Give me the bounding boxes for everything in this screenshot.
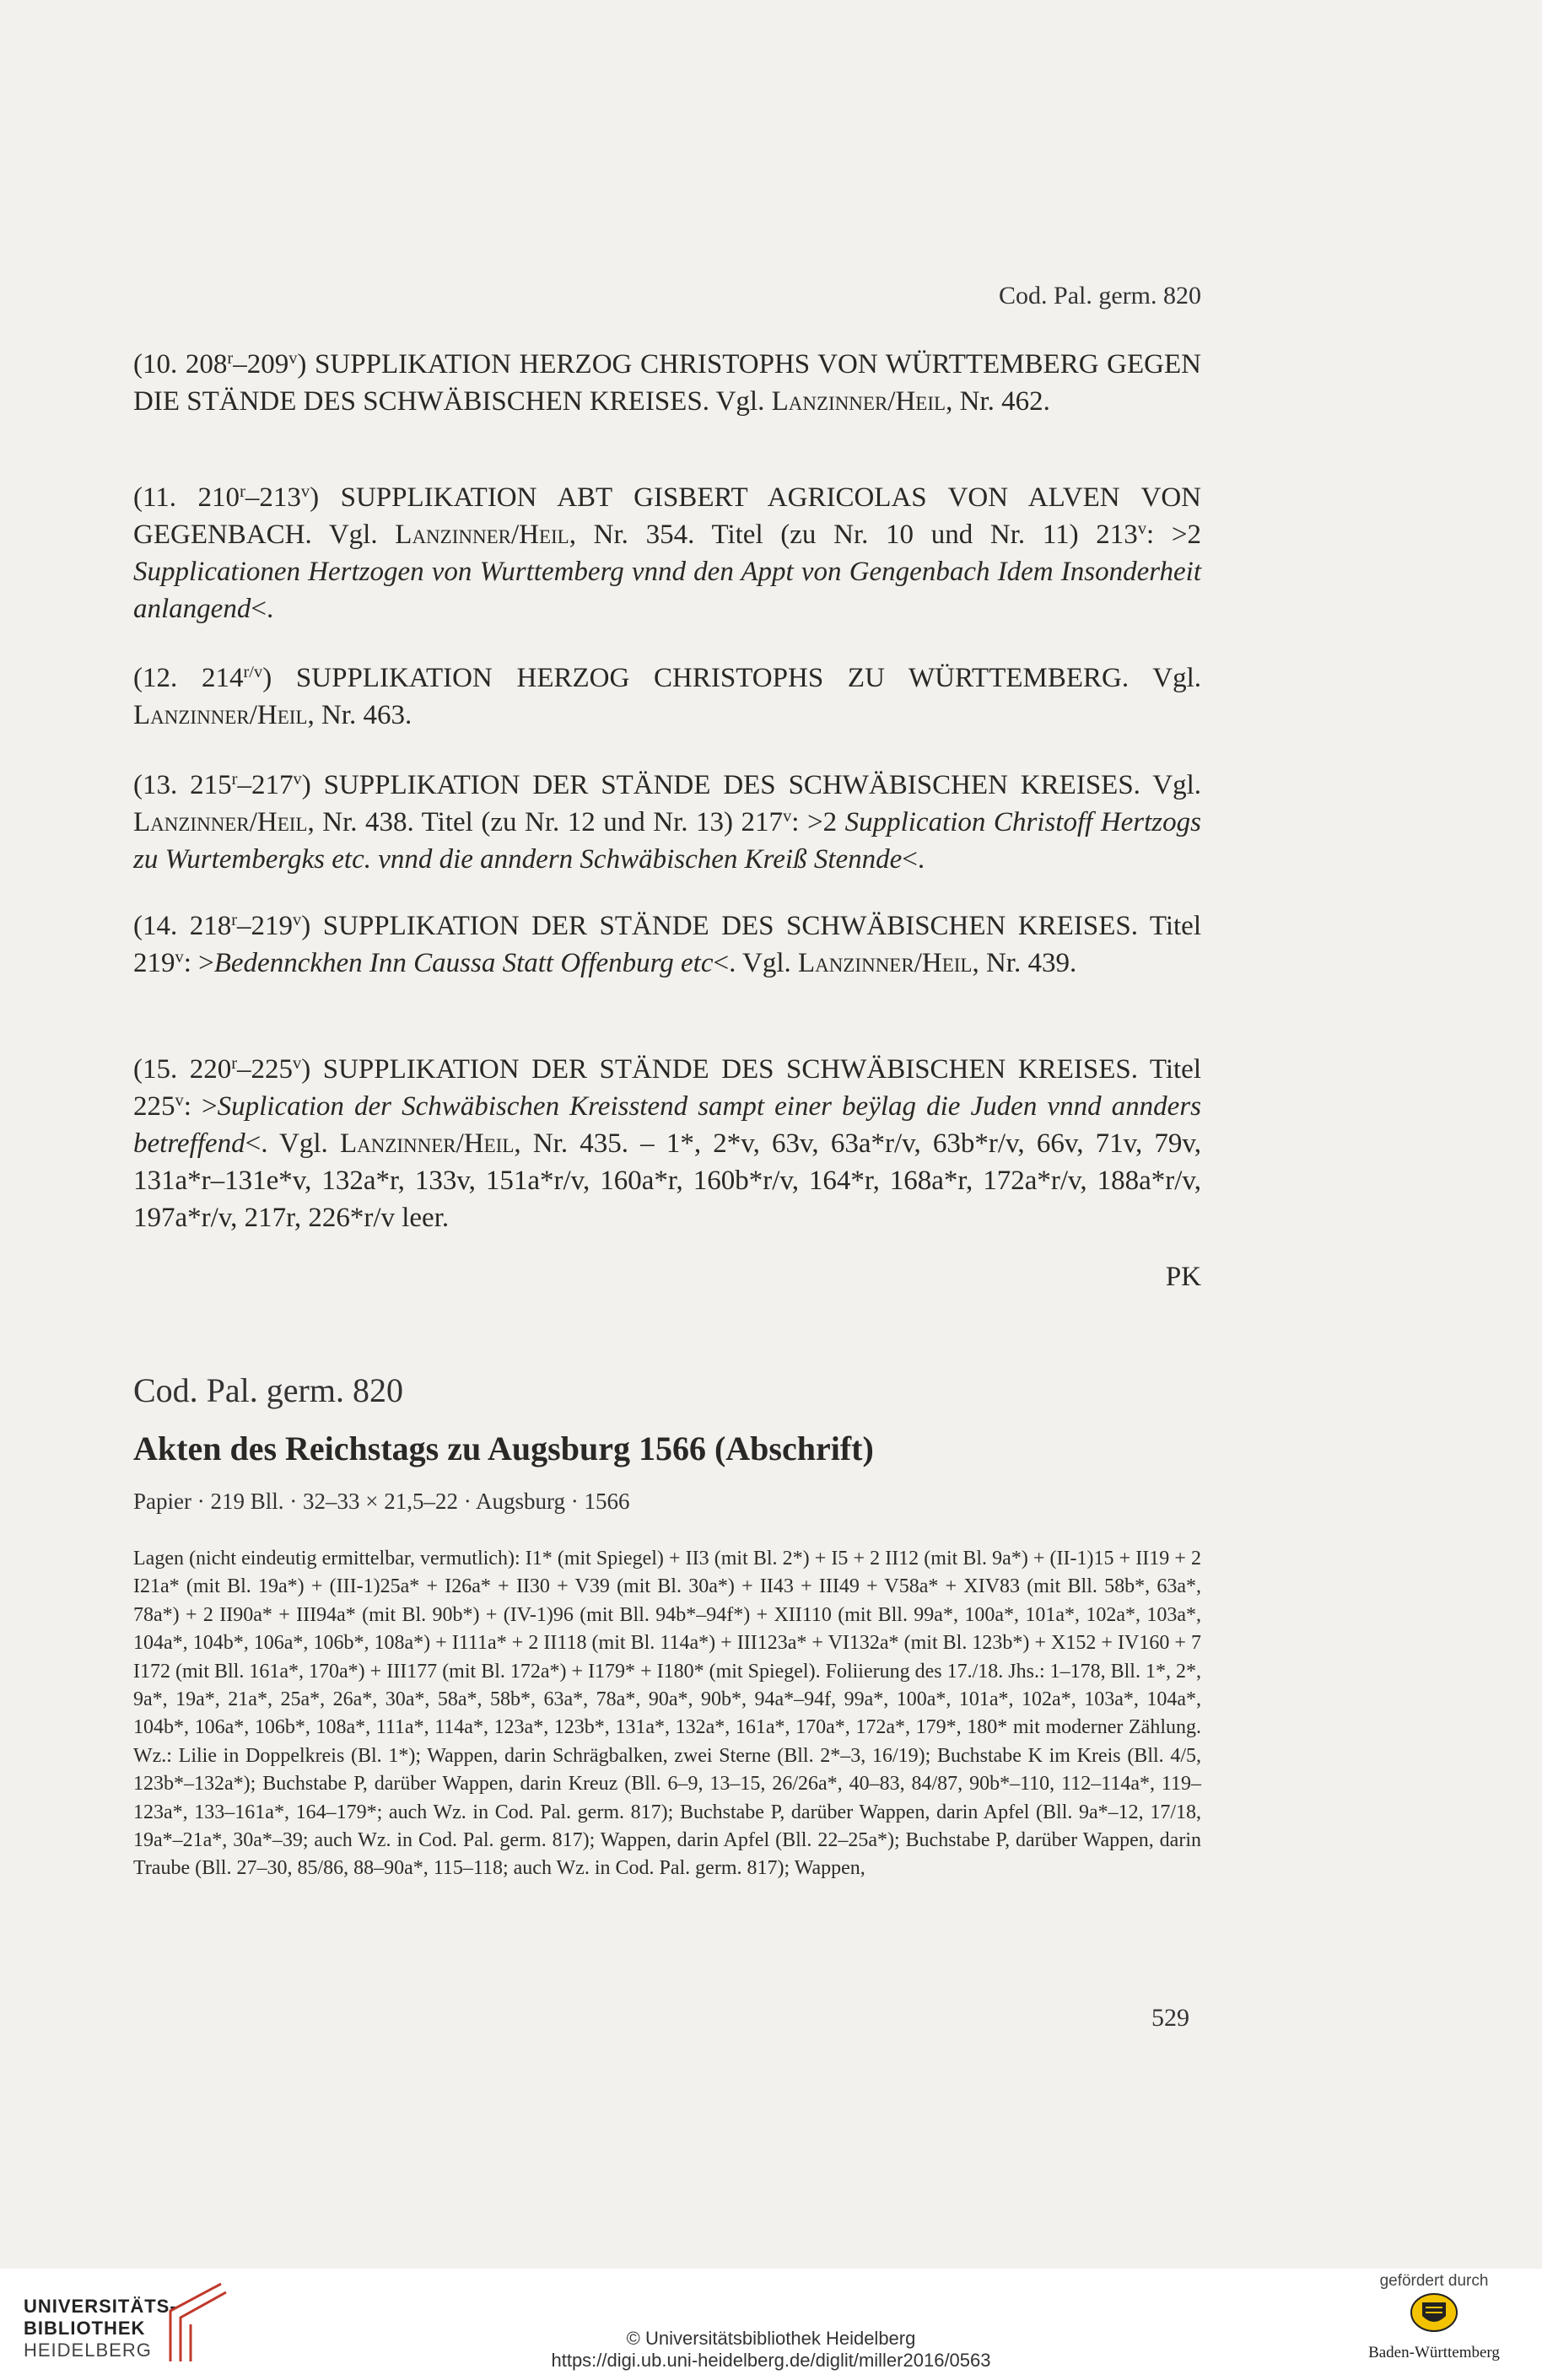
reference: Lanzinner/Heil bbox=[133, 700, 308, 730]
physical-description: Papier · 219 Bll. · 32–33 × 21,5–22 · Augsburg · 1566 bbox=[133, 1489, 630, 1514]
entry-11: (11. 210$^r$–213$^v$) SUPPLIKATION ABT GISBERT AGRICOLAS VON ALVEN VON GEGENBACH. Vgl. Lanzinner/Heil, Nr. 354. Titel (zu Nr. 10 und Nr. 11) $213^v$: >2 Supplicationen Hertzogen von Wurttemberg vnnd den Appt von Gengenbach Idem Insonderheit anlangend<. bbox=[133, 482, 1201, 624]
entry-12: (12. $214^{r/v}$) SUPPLIKATION HERZOG CHRISTOPHS ZU WÜRTTEMBERG. Vgl. Lanzinner/Heil, Nr. 463. bbox=[133, 662, 1201, 730]
library-name-line-2: BIBLIOTHEK bbox=[24, 2318, 146, 2339]
reference: Lanzinner/Heil bbox=[771, 386, 946, 417]
manuscript-title: Akten des Reichstags zu Augsburg 1566 (Abschrift) bbox=[133, 1430, 874, 1467]
copyright-text: © Universitätsbibliothek Heidelberg bbox=[626, 2328, 916, 2349]
sponsor-name: Baden-Württemberg bbox=[1368, 2344, 1500, 2361]
quoted-title: Supplicationen Hertzogen von Wurttemberg vnnd den Appt von Gengenbach Idem Insonderheit anlangend bbox=[133, 557, 1201, 624]
sponsor-label: gefördert durch bbox=[1379, 2272, 1489, 2290]
running-head: Cod. Pal. germ. 820 bbox=[999, 282, 1201, 310]
library-name-line-3: HEIDELBERG bbox=[24, 2340, 152, 2361]
sponsor-block[interactable] bbox=[1341, 2272, 1527, 2362]
copyright-notice bbox=[422, 2328, 1120, 2372]
permalink[interactable]: https://digi.ub.uni-heidelberg.de/diglit/miller2016/0563 bbox=[551, 2350, 991, 2371]
quoted-title: Supplication Christoff Hertzogs zu Wurtembergks etc. vnnd die anndern Schwäbischen Kreiß Stennde bbox=[133, 807, 1201, 875]
library-name-line-1: UNIVERSITÄTS- bbox=[24, 2296, 177, 2317]
page-number: 529 bbox=[1151, 2004, 1189, 2032]
quoted-title: Suplication der Schwäbischen Kreisstend sampt einer beÿlag die Juden vnnd annders betreffend bbox=[133, 1091, 1202, 1159]
shelfmark-heading: Cod. Pal. germ. 820 bbox=[133, 1371, 403, 1409]
entry-15: (15. 220$^r$–225$^v$) SUPPLIKATION DER STÄNDE DES SCHWÄBISCHEN KREISES. Titel $225^v$: >Suplication der Schwäbischen Kreisstend sampt einer beÿlag die Juden vnnd annders betreffend<. Vgl. Lanzinner/Heil, Nr. 435. – 1*, 2*v, 63v, 63a*r/v, 63b*r/v, 66v, 71v, 79v, 131a*r–131e*v, 132a*r, 133v, 151a*r/v, 160a*r, 160b*r/v, 164*r, 168a*r, 172a*r/v, 188a*r/v, 197a*r/v, 217r, 226*r/v leer. bbox=[133, 1053, 1202, 1233]
library-mark-icon bbox=[154, 2277, 246, 2370]
entry-14: (14. 218$^r$–219$^v$) SUPPLIKATION DER STÄNDE DES SCHWÄBISCHEN KREISES. Titel $219^v$: >Bedennckhen Inn Caussa Statt Offenburg etc<. Vgl. Lanzinner/Heil, Nr. 439. bbox=[133, 910, 1201, 978]
reference: Lanzinner/Heil bbox=[339, 1128, 515, 1159]
reference: Lanzinner/Heil bbox=[133, 807, 308, 837]
codicological-description: Lagen (nicht eindeutig ermittelbar, vermutlich): I1* (mit Spiegel) + II3 (mit Bl. 2*) + I5 + 2 II12 (mit Bl. 9a*) + (II-1)15 + II19 + 2 I21a* (mit Bl. 19a*) + (III-1)25a* + I26a* + II30 + V39 (mit Bl. 30a*) + II43 + III49 + V58a* + XIV83 (mit Bll. 58b*, 63a*, 78a*) + 2 II90a* + III94a* (mit Bl. 90b*) + (IV-1)96 (mit Bll. 94b*–94f*) + XII110 (mit Bll. 99a*, 100a*, 101a*, 102a*, 103a*, 104a*, 104b*, 106a*, 106b*, 108a*) + I111a* + 2 II118 (mit Bl. 114a*) + III123a* + VI132a* (mit Bl. 123b*) + X152 + IV160 + 7 I172 (mit Bll. 161a*, 170a*) + III177 (mit Bl. 172a*) + I179* + I180* (mit Spiegel). Foliierung des 17./18. Jhs.: 1–178, Bll. 1*, 2*, 9a*, 19a*, 21a*, 25a*, 26a*, 30a*, 58a*, 58b*, 63a*, 78a*, 90a*, 90b*, 94a*–94f, 99a*, 100a*, 101a*, 102a*, 103a*, 104a*, 104b*, 106a*, 106b*, 108a*, 111a*, 114a*, 123a*, 123b*, 131a*, 132a*, 161a*, 170a*, 172a*, 179*, 180* mit moderner Zählung. Wz.: Lilie in Doppelkreis (Bl. 1*); Wappen, darin Schrägbalken, zwei Sterne (Bll. 2*–3, 16/19); Buchstabe K im Kreis (Bll. 4/5, 123b*–132a*); Buchstabe P, darüber Wappen, darin Kreuz (Bll. 6–9, 13–15, 26/26a*, 40–83, 84/87, 90b*–110, 112–114a*, 119–123a*, 133–161a*, 164–179*; auch Wz. in Cod. Pal. germ. 817); Buchstabe P, darüber Wappen, darin Apfel (Bll. 9a*–12, 17/18, 19a*–21a*, 30a*–39; auch Wz. in Cod. Pal. germ. 817); Wappen, darin Apfel (Bll. 22–25a*); Buchstabe P, darüber Wappen, darin Traube (Bll. 27–30, 85/86, 88–90a*, 115–118; auch Wz. in Cod. Pal. germ. 817); Wappen, bbox=[133, 1548, 1201, 1880]
author-initials: PK bbox=[1165, 1262, 1201, 1292]
state-coat-of-arms-icon bbox=[1409, 2291, 1459, 2334]
quoted-title: Bedennckhen Inn Caussa Statt Offenburg etc bbox=[213, 948, 714, 978]
reference: Lanzinner/Heil bbox=[395, 520, 569, 550]
entry-10: (10. 208$^r$–209$^v$) SUPPLIKATION HERZOG CHRISTOPHS VON WÜRTTEMBERG GEGEN DIE STÄNDE DES SCHWÄBISCHEN KREISES. Vgl. Lanzinner/Heil, Nr. 462. bbox=[133, 348, 1201, 417]
entry-13: (13. 215$^r$–217$^v$) SUPPLIKATION DER STÄNDE DES SCHWÄBISCHEN KREISES. Vgl. Lanzinner/Heil, Nr. 438. Titel (zu Nr. 12 und Nr. 13) $217^v$: >2 Supplication Christoff Hertzogs zu Wurtembergks etc. vnnd die anndern Schwäbischen Kreiß Stennde<. bbox=[133, 769, 1201, 875]
reference: Lanzinner/Heil bbox=[798, 948, 973, 978]
